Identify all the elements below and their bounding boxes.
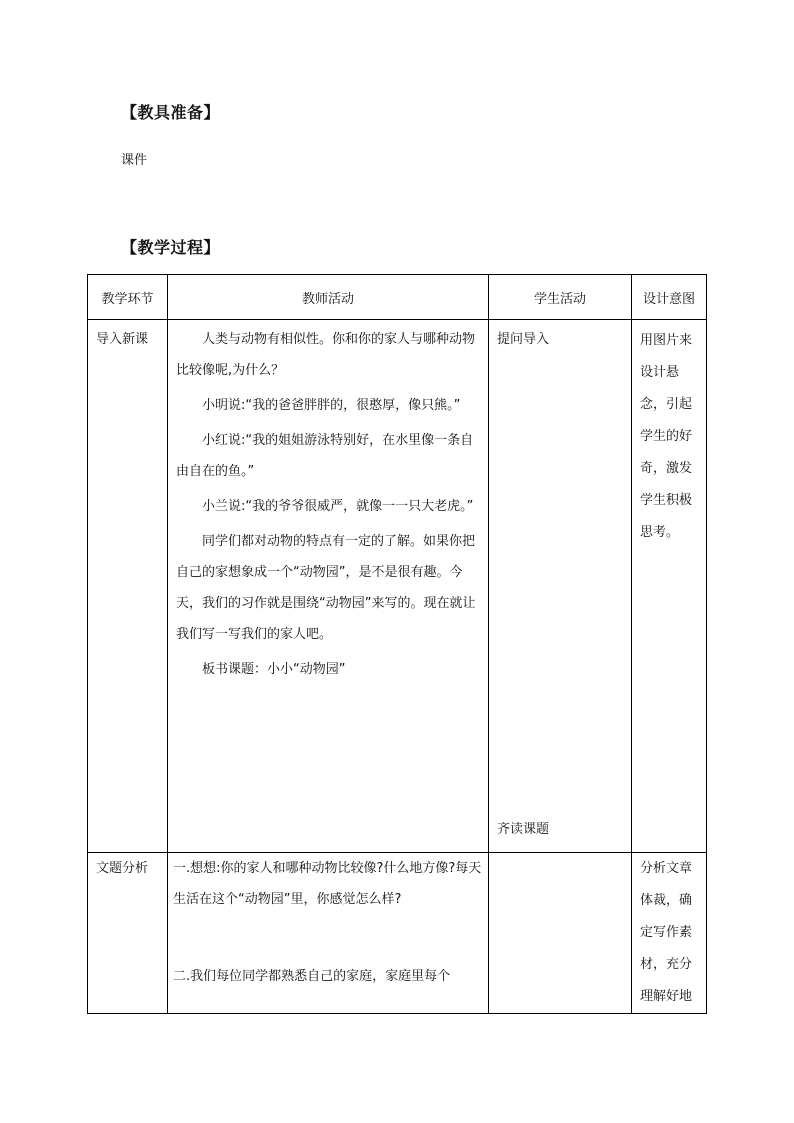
teacher-cell — [168, 853, 489, 1014]
student-cell — [489, 853, 632, 1014]
header-teacher: 教师活动 — [168, 275, 489, 320]
teacher-paragraph: 一.想想:你的家人和哪种动物比较像?什么地方像?每天生活在这个“动物园”里，你感觉怎么样? — [173, 861, 482, 907]
teacher-paragraph: 同学们都对动物的特点有一定的了解。如果你把自己的家想象成一个“动物园”，是不是很有趣。今天，我们的习作就是围绕“动物园”来写的。现在就让我们写一写我们的家人吧。 — [176, 534, 476, 642]
table-row — [88, 853, 707, 1014]
header-student: 学生活动 — [489, 275, 632, 320]
stage-cell: 导入新课 — [88, 320, 168, 853]
student-activity: 齐读课题 — [497, 822, 550, 837]
teacher-paragraph: 小兰说:“我的爷爷很威严，就像一一只大老虎。” — [202, 499, 474, 514]
table-row — [88, 320, 707, 853]
design-purpose: 用图片来设计悬念，引起学生的好奇，激发学生积极思考。 — [640, 333, 693, 540]
header-stage: 教学环节 — [88, 275, 168, 320]
process-heading: 【教学过程】 — [121, 238, 221, 257]
table-header-row — [88, 275, 707, 320]
student-cell — [489, 320, 632, 853]
teacher-paragraph: 二.我们每位同学都熟悉自己的家庭，家庭里每个 — [173, 969, 451, 984]
teacher-paragraph: 人类与动物有相似性。你和你的家人与哪种动物比较像呢,为什么？ — [176, 332, 476, 378]
equipment-body: 课件 — [121, 153, 148, 168]
teacher-cell — [168, 320, 489, 853]
design-purpose: 分析文章体裁，确定写作素材，充分理解好地 — [640, 861, 693, 1004]
purpose-cell — [632, 853, 707, 1014]
header-purpose: 设计意图 — [632, 275, 707, 320]
lesson-table — [87, 274, 707, 1014]
teacher-paragraph: 板书课题：小小“动物园” — [202, 662, 346, 677]
student-activity: 提问导入 — [497, 332, 550, 347]
teacher-paragraph: 小明说:“我的爸爸胖胖的，很憨厚，像只熊。” — [202, 398, 461, 413]
teacher-paragraph: 小红说:“我的姐姐游泳特别好，在水里像一条自由自在的鱼。” — [176, 433, 474, 479]
purpose-cell — [632, 320, 707, 853]
equipment-heading: 【教具准备】 — [121, 103, 221, 122]
stage-cell: 文题分析 — [88, 853, 168, 1014]
